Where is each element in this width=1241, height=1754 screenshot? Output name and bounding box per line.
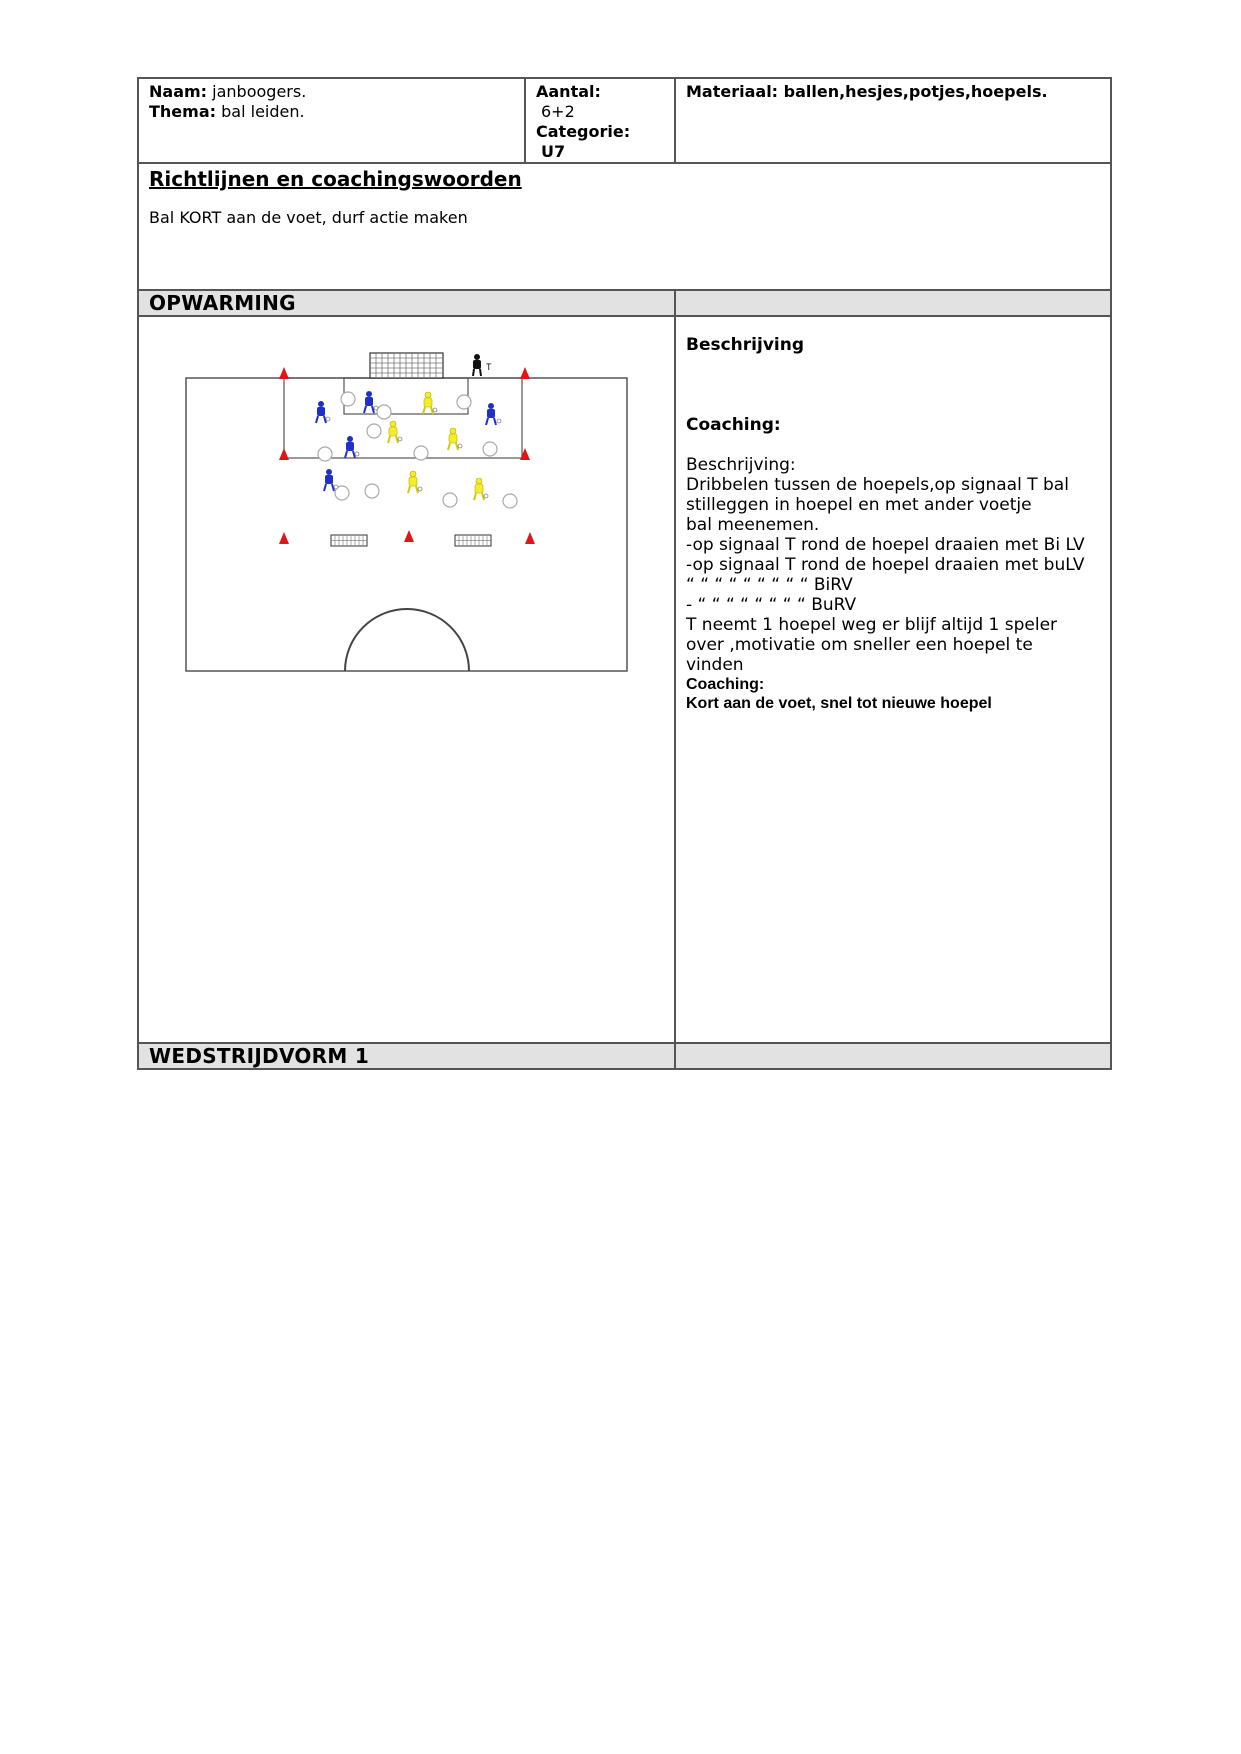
wedstrijdvorm-title-cell — [138, 1043, 675, 1069]
opwarming-content-row — [138, 316, 1111, 1043]
hoop — [443, 493, 457, 507]
materiaal-cell — [675, 78, 1111, 163]
description-line: Beschrijving: — [686, 455, 796, 475]
materiaal-label: Materiaal: ballen,hesjes,potjes,hoepels. — [686, 82, 1048, 101]
description-cell — [675, 316, 1111, 1043]
hoop — [367, 424, 381, 438]
opwarming-band-right — [675, 290, 1111, 316]
field-diagram — [139, 317, 672, 677]
opwarming-band — [138, 290, 1111, 316]
description-line: -op signaal T rond de hoepel draaien met buLV — [686, 555, 1085, 575]
aantal-cell — [525, 78, 675, 163]
wedstrijdvorm-band-right — [675, 1043, 1111, 1069]
ball — [334, 485, 338, 489]
header-row — [138, 78, 1111, 163]
ball — [398, 437, 402, 441]
ball — [458, 444, 462, 448]
trainer — [473, 354, 492, 376]
ball — [355, 452, 359, 456]
training-form — [137, 77, 1110, 1070]
small-goal — [455, 535, 491, 546]
naam-thema-cell — [138, 78, 525, 163]
description-line: over ,motivatie om sneller een hoepel te — [686, 635, 1033, 655]
naam-label: Naam: — [149, 82, 208, 101]
hoop — [457, 395, 471, 409]
form-table — [137, 77, 1112, 1070]
description-line: -op signaal T rond de hoepel draaien met Bi LV — [686, 535, 1085, 555]
ball — [374, 406, 378, 410]
hoop — [318, 447, 332, 461]
coaching-small-text: Kort aan de voet, snel tot nieuwe hoepel — [686, 695, 992, 712]
aantal-label: Aantal: — [536, 82, 601, 101]
description-line: T neemt 1 hoepel weg er blijf altijd 1 speler — [686, 615, 1058, 635]
coaching-small-label: Coaching: — [686, 676, 765, 693]
categorie-label: Categorie: — [536, 122, 631, 141]
description-lines — [686, 455, 1100, 675]
hoop — [365, 484, 379, 498]
hoop — [503, 494, 517, 508]
naam-value: janboogers. — [212, 82, 307, 101]
coaching-heading: Coaching: — [686, 415, 781, 435]
goal-net — [370, 353, 443, 378]
description-line: vinden — [686, 655, 744, 675]
hoop — [414, 446, 428, 460]
richtlijnen-title: Richtlijnen en coachingswoorden — [149, 167, 522, 191]
diagram-cell — [138, 316, 675, 1043]
ball — [497, 419, 501, 423]
description-line: - “ “ “ “ “ “ “ “ BuRV — [686, 595, 857, 615]
richtlijnen-text: Bal KORT aan de voet, durf actie maken — [149, 208, 468, 227]
field-outline — [186, 378, 627, 671]
thema-label: Thema: — [149, 102, 217, 121]
richtlijnen-row — [138, 163, 1111, 290]
ball — [433, 408, 437, 412]
thema-value: bal leiden. — [221, 102, 305, 121]
opwarming-title-cell — [138, 290, 675, 316]
aantal-value: 6+2 — [541, 102, 575, 121]
wedstrijdvorm-title: WEDSTRIJDVORM 1 — [149, 1044, 370, 1068]
description-line: “ “ “ “ “ “ “ “ “ BiRV — [686, 575, 853, 595]
description-line: stilleggen in hoepel en met ander voetje — [686, 495, 1032, 515]
trainer-label: T — [486, 362, 492, 372]
cone — [520, 367, 530, 379]
description-line: bal meenemen. — [686, 515, 820, 535]
beschrijving-heading: Beschrijving — [686, 335, 805, 355]
ball — [326, 417, 330, 421]
description-line: Dribbelen tussen de hoepels,op signaal T bal — [686, 475, 1069, 495]
small-goal — [331, 535, 367, 546]
cone — [279, 367, 289, 379]
opwarming-title: OPWARMING — [149, 291, 296, 315]
hoop — [483, 442, 497, 456]
ball — [418, 487, 422, 491]
wedstrijdvorm-band — [138, 1043, 1111, 1069]
hoop — [377, 405, 391, 419]
categorie-value: U7 — [541, 142, 566, 161]
hoop — [341, 392, 355, 406]
ball — [484, 494, 488, 498]
richtlijnen-cell — [138, 163, 1111, 290]
